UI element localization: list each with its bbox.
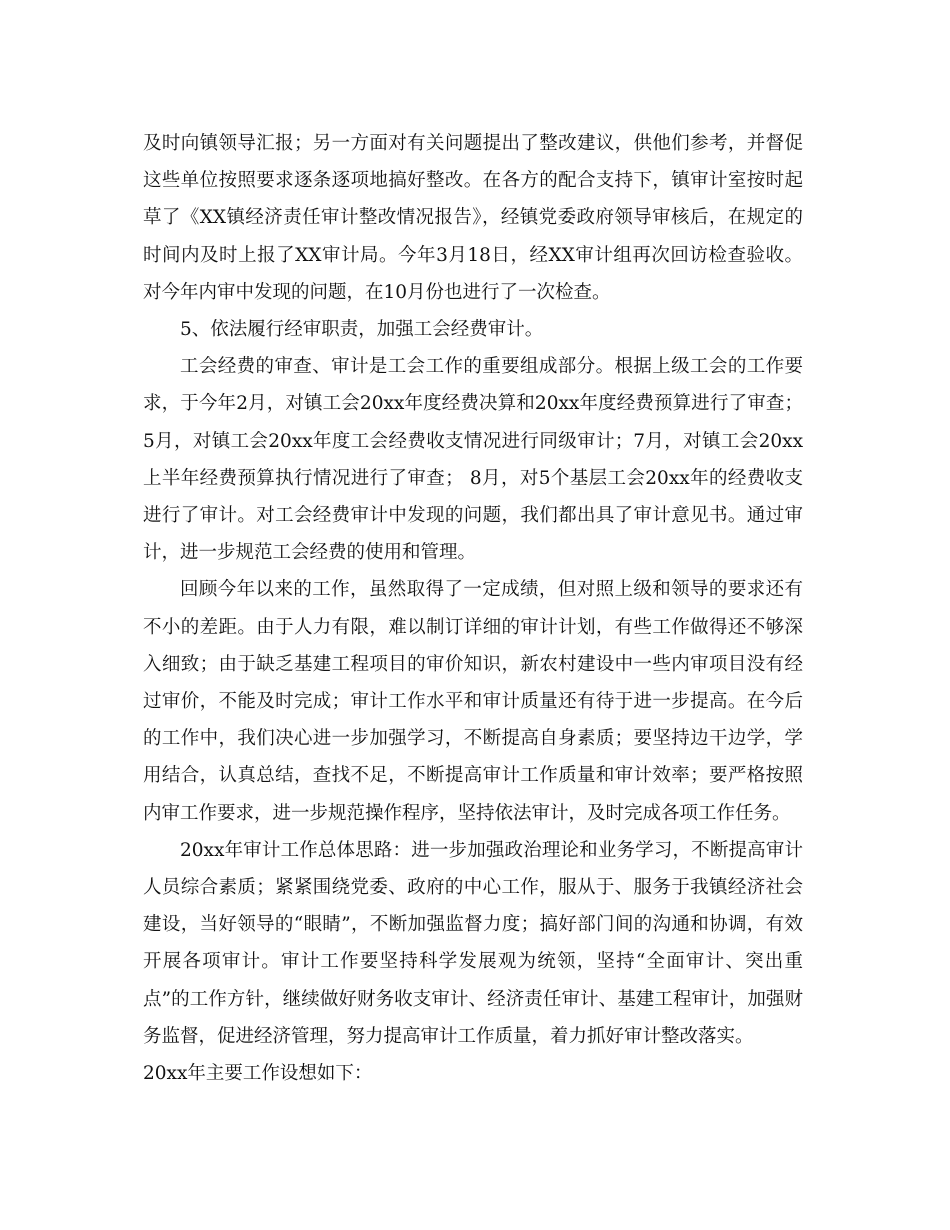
paragraph-continuation: 及时向镇领导汇报；另一方面对有关问题提出了整改建议，供他们参考，并督促这些单位按照要求逐条逐项地搞好整改。在各方的配合支持下，镇审计室按时起草了《XX镇经济责任审计整改情况报告》，经镇党委政府领导审核后，在规定的时间内及时上报了XX审计局。今年3月18日，经XX审计组再次回访检查验收。对今年内审中发现的问题，在10月份也进行了一次检查。 bbox=[143, 133, 803, 303]
paragraph-overall-approach: 20xx年审计工作总体思路：进一步加强政治理论和业务学习，不断提高审计人员综合素质；紧紧围绕党委、政府的中心工作，服从于、服务于我镇经济社会建设，当好领导的“眼睛”，不断加强监督力度；搞好部门间的沟通和协调，有效开展各项审计。审计工作要坚持科学发展观为统领，坚持“全面审计、突出重点”的工作方针，继续做好财务收支审计、经济责任审计、基建工程审计，加强财务监督，促进经济管理，努力提高审计工作质量，着力抓好审计整改落实。 bbox=[143, 839, 803, 1047]
paragraph-review: 回顾今年以来的工作，虽然取得了一定成绩，但对照上级和领导的要求还有不小的差距。由于人力有限，难以制订详细的审计计划，有些工作做得还不够深入细致；由于缺乏基建工程项目的审价知识，新农村建设中一些内审项目没有经过审价，不能及时完成；审计工作水平和审计质量还有待于进一步提高。在今后的工作中，我们决心进一步加强学习，不断提高自身素质；要坚持边干边学，学用结合，认真总结，查找不足，不断提高审计工作质量和审计效率；要严格按照内审工作要求，进一步规范操作程序，坚持依法审计，及时完成各项工作任务。 bbox=[143, 579, 803, 824]
document-body bbox=[143, 125, 803, 1092]
section-heading-5: 5、依法履行经审职责，加强工会经费审计。 bbox=[180, 319, 544, 341]
paragraph-union-funds: 工会经费的审查、审计是工会工作的重要组成部分。根据上级工会的工作要求，于今年2月，对镇工会20xx年度经费决算和20xx年度经费预算进行了审查；5月，对镇工会20xx年度工会经费收支情况进行同级审计；7月，对镇工会20xx上半年经费预算执行情况进行了审查； 8月，对5个基层工会20xx年的经费收支进行了审计。对工会经费审计中发现的问题，我们都出具了审计意见书。通过审计，进一步规范工会经费的使用和管理。 bbox=[143, 356, 803, 564]
paragraph-main-plans-heading: 20xx年主要工作设想如下： bbox=[143, 1063, 373, 1085]
